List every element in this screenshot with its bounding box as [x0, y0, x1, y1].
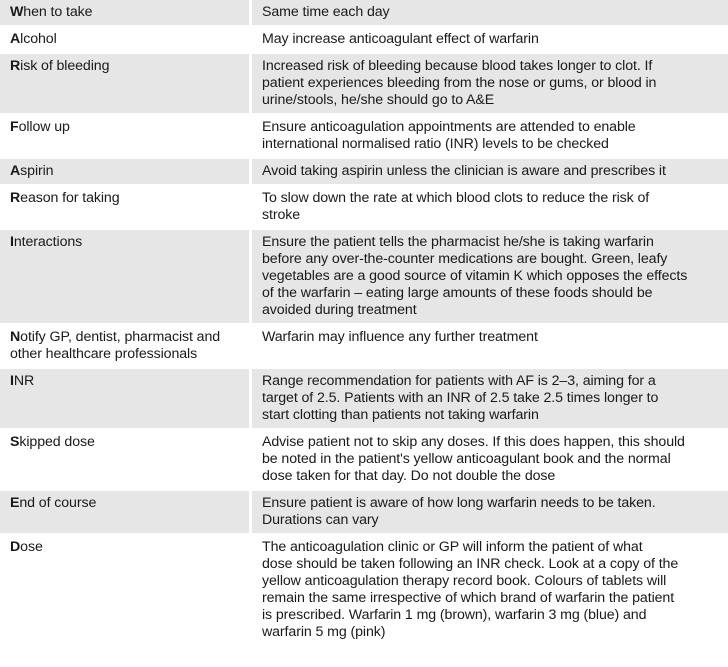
- description-line: Ensure anticoagulation appointments are attended to enable: [262, 119, 636, 135]
- term-text: otify GP, dentist, pharmacist and: [20, 329, 221, 345]
- term-initial: R: [10, 190, 21, 206]
- term-text: lcohol: [20, 31, 57, 47]
- description-line: before any over-the-counter medications are bought. Green, leafy: [262, 251, 668, 267]
- description-line: remain the same irrespective of which brand of warfarin the patient: [262, 590, 675, 606]
- row-term: [0, 54, 252, 115]
- description-line: international normalised ratio (INR) levels to be checked: [262, 136, 609, 152]
- description-line: stroke: [262, 207, 301, 223]
- row-description: [252, 430, 728, 491]
- description-line: Range recommendation for patients with AF is 2–3, aiming for a: [262, 373, 656, 389]
- row-description: [252, 0, 728, 27]
- row-term: [0, 159, 252, 186]
- description-line: start clotting than patients not taking warfarin: [262, 407, 539, 423]
- term-text: ose: [20, 539, 43, 555]
- row-description: [252, 159, 728, 186]
- term-initial: E: [10, 495, 20, 511]
- row-term: [0, 27, 252, 54]
- table-row: [0, 115, 728, 159]
- row-description: [252, 369, 728, 430]
- table-row: [0, 186, 728, 230]
- description-line: Ensure the patient tells the pharmacist he/she is taking warfarin: [262, 234, 654, 250]
- term-initial: N: [10, 329, 21, 345]
- table-row: [0, 369, 728, 430]
- row-term: [0, 115, 252, 159]
- row-term: [0, 0, 252, 27]
- table-row: [0, 0, 728, 27]
- row-description: [252, 491, 728, 535]
- term-text: spirin: [20, 163, 54, 179]
- row-description: [252, 325, 728, 369]
- description-line: yellow anticoagulation therapy record book. Colours of tablets will: [262, 573, 667, 589]
- term-text: hen to take: [23, 4, 93, 20]
- table-row: [0, 535, 728, 647]
- term-text: other healthcare professionals: [10, 346, 198, 362]
- table-row: [0, 230, 728, 325]
- description-line: To slow down the rate at which blood clots to reduce the risk of: [262, 190, 650, 206]
- row-description: [252, 54, 728, 115]
- row-term: [0, 230, 252, 325]
- description-line: vegetables are a good source of vitamin K which opposes the effects: [262, 268, 688, 284]
- row-description: [252, 27, 728, 54]
- table-row: [0, 325, 728, 369]
- row-term: [0, 186, 252, 230]
- description-line: be noted in the patient's yellow anticoagulant book and the normal: [262, 451, 671, 467]
- row-description: [252, 535, 728, 647]
- row-term: [0, 369, 252, 430]
- description-line: avoided during treatment: [262, 302, 417, 318]
- description-line: May increase anticoagulant effect of warfarin: [262, 31, 539, 47]
- description-line: target of 2.5. Patients with an INR of 2.5 take 2.5 times longer to: [262, 390, 659, 406]
- term-text: kipped dose: [19, 434, 95, 450]
- term-text: nteractions: [13, 234, 83, 250]
- row-term: [0, 325, 252, 369]
- description-line: of the warfarin – eating large amounts of these foods should be: [262, 285, 653, 301]
- row-description: [252, 230, 728, 325]
- row-term: [0, 535, 252, 647]
- table-row: [0, 159, 728, 186]
- row-description: [252, 186, 728, 230]
- term-initial: I: [10, 373, 14, 389]
- term-initial: R: [10, 58, 21, 74]
- term-initial: F: [10, 119, 19, 135]
- table-row: [0, 27, 728, 54]
- term-text: isk of bleeding: [20, 58, 110, 74]
- description-line: Same time each day: [262, 4, 390, 20]
- description-line: Increased risk of bleeding because blood takes longer to clot. If: [262, 58, 653, 74]
- description-line: warfarin 5 mg (pink): [262, 624, 386, 640]
- term-text: ollow up: [18, 119, 70, 135]
- row-term: [0, 430, 252, 491]
- description-line: is prescribed. Warfarin 1 mg (brown), warfarin 3 mg (blue) and: [262, 607, 647, 623]
- description-line: dose taken for that day. Do not double the dose: [262, 468, 556, 484]
- description-line: Warfarin may influence any further treatment: [262, 329, 538, 345]
- description-line: Advise patient not to skip any doses. If this does happen, this should: [262, 434, 685, 450]
- description-line: patient experiences bleeding from the nose or gums, or blood in: [262, 75, 657, 91]
- term-text: NR: [13, 373, 35, 389]
- term-initial: I: [10, 234, 14, 250]
- description-line: urine/stools, he/she should go to A&E: [262, 92, 495, 108]
- description-line: Durations can vary: [262, 512, 379, 528]
- term-initial: S: [10, 434, 20, 450]
- description-line: dose should be taken following an INR check. Look at a copy of the: [262, 556, 679, 572]
- description-line: The anticoagulation clinic or GP will inform the patient of what: [262, 539, 643, 555]
- description-line: Avoid taking aspirin unless the clinician is aware and prescribes it: [262, 163, 666, 179]
- row-description: [252, 115, 728, 159]
- table-row: [0, 54, 728, 115]
- table-row: [0, 491, 728, 535]
- term-text: nd of course: [19, 495, 97, 511]
- description-line: Ensure patient is aware of how long warfarin needs to be taken.: [262, 495, 656, 511]
- term-text: eason for taking: [20, 190, 120, 206]
- term-initial: A: [10, 31, 21, 47]
- term-initial: W: [10, 4, 24, 20]
- term-initial: A: [10, 163, 21, 179]
- table-row: [0, 430, 728, 491]
- row-term: [0, 491, 252, 535]
- term-initial: D: [10, 539, 21, 555]
